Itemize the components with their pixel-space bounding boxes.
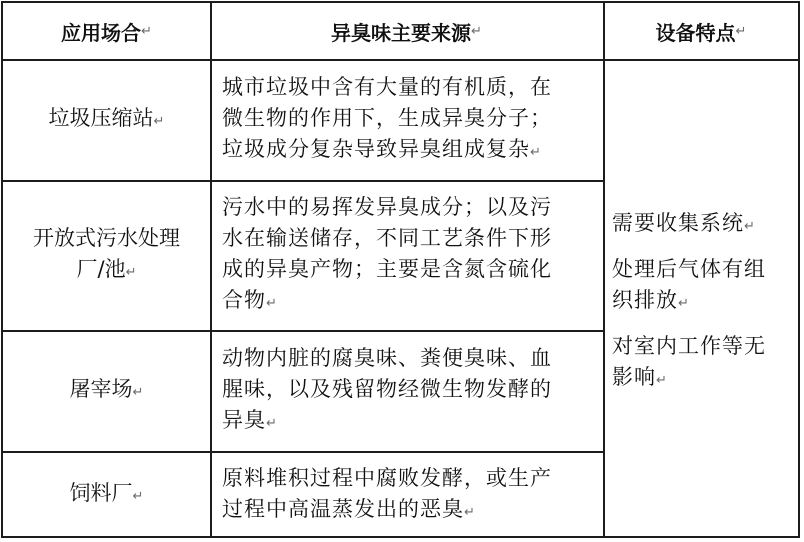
source-line: 微生物的作用下，生成异臭分子； bbox=[222, 106, 552, 130]
paragraph-mark: ↵ bbox=[464, 504, 476, 520]
header-source-text: 异臭味主要来源 bbox=[331, 20, 472, 45]
feature-text: 需要收集系统 bbox=[612, 211, 744, 235]
source-line: 动物内脏的腐臭味、粪便臭味、血 bbox=[222, 345, 552, 370]
source-line: 垃圾成分复杂导致异臭组成复杂 bbox=[222, 137, 530, 161]
source-line: 水在输送储存，不同工艺条件下形 bbox=[222, 225, 552, 250]
features-cell bbox=[612, 208, 792, 408]
paragraph-mark: ↵ bbox=[125, 264, 137, 280]
header-scenario-text: 应用场合 bbox=[61, 20, 142, 45]
feature-text: 对室内工作等无 bbox=[612, 334, 766, 358]
paragraph-mark: ↵ bbox=[132, 489, 144, 504]
feature-item bbox=[612, 331, 792, 396]
source-cell bbox=[210, 452, 603, 538]
source-cell bbox=[210, 331, 603, 450]
scenario-text: 开放式污水处理 bbox=[33, 225, 180, 250]
header-features bbox=[603, 3, 799, 59]
source-line: 腥味，以及残留物经微生物发酵的 bbox=[222, 376, 552, 401]
header-features-text: 设备特点 bbox=[655, 20, 736, 45]
source-line: 合物 bbox=[222, 287, 266, 312]
feature-text: 处理后气体有组 bbox=[612, 257, 766, 281]
scenario-text: 垃圾压缩站 bbox=[48, 106, 154, 130]
scenario-text: 饲料厂 bbox=[69, 481, 133, 505]
source-line: 城市垃圾中含有大量的有机质，在 bbox=[222, 75, 552, 99]
scenario-text: 厂/池 bbox=[76, 256, 126, 281]
paragraph-mark: ↵ bbox=[735, 23, 747, 39]
scenario-cell bbox=[3, 181, 210, 329]
paragraph-mark: ↵ bbox=[678, 296, 690, 311]
paragraph-mark: ↵ bbox=[132, 384, 144, 400]
source-line: 原料堆积过程中腐败发酵，或生产 bbox=[222, 465, 552, 490]
feature-text: 织排放 bbox=[612, 288, 678, 312]
source-line: 成的异臭产物；主要是含氮含硫化 bbox=[222, 256, 552, 281]
header-source bbox=[210, 3, 603, 59]
paragraph-mark: ↵ bbox=[266, 295, 278, 311]
paragraph-mark: ↵ bbox=[530, 145, 542, 160]
column-divider bbox=[603, 3, 605, 536]
source-cell bbox=[210, 181, 603, 329]
paragraph-mark: ↵ bbox=[141, 23, 152, 39]
paragraph-mark: ↵ bbox=[266, 415, 278, 431]
source-line: 异臭 bbox=[222, 407, 266, 432]
feature-item bbox=[612, 208, 792, 242]
paragraph-mark: ↵ bbox=[744, 219, 756, 234]
scenario-cell bbox=[3, 452, 210, 538]
paragraph-mark: ↵ bbox=[656, 373, 668, 388]
source-cell bbox=[210, 60, 603, 180]
scenario-cell bbox=[3, 60, 210, 180]
paragraph-mark: ↵ bbox=[471, 23, 482, 39]
paragraph-mark: ↵ bbox=[153, 114, 165, 129]
source-line: 污水中的易挥发异臭成分；以及污 bbox=[222, 194, 552, 219]
feature-item bbox=[612, 254, 792, 319]
feature-text: 影响 bbox=[612, 365, 656, 389]
scenario-text: 屠宰场 bbox=[69, 376, 133, 401]
source-line: 过程中高温蒸发出的恶臭 bbox=[222, 496, 464, 521]
header-scenario bbox=[3, 3, 210, 59]
scenario-cell bbox=[3, 331, 210, 450]
